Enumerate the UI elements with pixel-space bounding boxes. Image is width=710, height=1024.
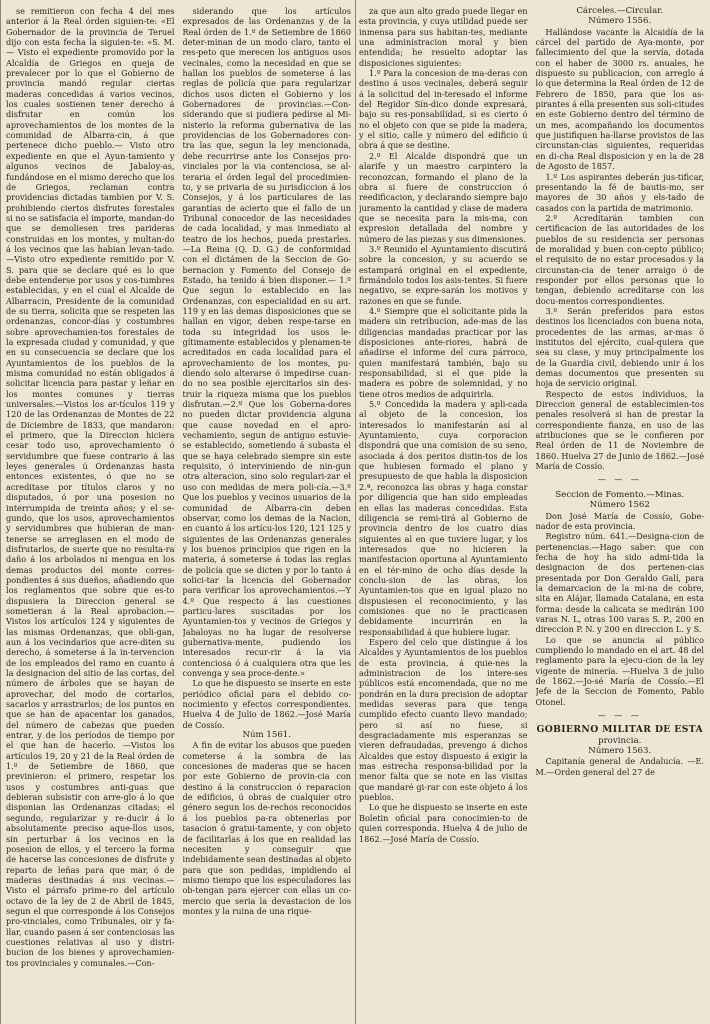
paragraph: 1.º Los aspirantes deberán jus-tificar, presentando la fé de bautis-mo, ser mayores de 30 años y els-tado de casados con la partida de matrimonio. [535, 171, 704, 213]
notice-number: Núm 1561. [242, 730, 292, 741]
paragraph: Respecto de estos individuos, la Direccion general de establecimien-tos penales resolverá si han de prestar la correspondiente fianza, en uso de las atribuciones que se le confieren por Real órden de 11 de Noviembre de 1860. Huelva 27 de Junio de 1862.—José María de Cossío. [535, 388, 704, 472]
notice-number: Número 1563. [588, 746, 652, 757]
paragraph: A fin de evitar los abusos que pueden cometerse á la sombra de las concesiones de maderas que se hacen por este Gobierno de provin-cia con destino á la construccion ó reparacion de edificios, ú obras de cualquier otro género segun los de-rechos reconocidos á los pueblos pa-ra obtenerlas por tasacion ó gratui-tamente, y con objeto de facilitarlas á los que en realidad las necesiten y conseguir que indebidamente sean destinadas al objeto para que son pedidas, impidiendo al mismo tiempo que los especuladores las ob-tengan para ejercer con ellas un co-mercio que seria la devastacion de los montes y la ruina de una rique- [182, 740, 351, 916]
paragraph: Lo que he dispuesto se inserte en este Boletin oficial para conocimien-to de quien corresponda. Huelva 4 de julio de 1862.—José María de Cossío. [359, 802, 528, 844]
paragraph: Lo que he dispuesto se inserte en este periódico oficial para el debido co-nocimiento y efectos correspondientes. Huelva 4 de Julio de 1862.—José María de Cossío. [182, 678, 351, 730]
paragraph: 4.º Siempre que el solicitante pida la madera sin retribucion, ade-mas de las diligencias mandadas practicar por las disposiciones ante-riores, habrá de añadirse el informe del cura párroco, quien manifestará también, bajo su responsabilidad, si el que pide la madera es pobre de solemnidad, y no tiene otros medios de adquirirla. [359, 305, 528, 399]
notice-number: Número 1556. [588, 16, 652, 27]
paragraph: Hallándose vacante la Alcaidía de la cárcel del partido de Aya-monte, por fallecimiento del que la servía, dotada con el haber de 3000 rs. anuales, he dispuesto su publicacion, con arreglo á lo que determina la Real órden de 12 de Febrero de 1850, para que los as-pirantes á ella presenten sus soli-citudes en este Gobierno dentro del término de un mes, acompañando los documentos que justifiquen ha-llarse provistos de las circunstan-cias siguientes, requeridas en di-cha Real disposicion y en la de 28 de Agosto de 1857. [535, 26, 704, 172]
paragraph: Espero del celo que distingue á los Alcaldes y Ayuntamientos de los pueblos de esta provincia, á quie-nes la administracion de los intere-ses públicos está encomendada, que no me pondrán en la dura precision de adoptar medidas severas para que tenga cumplido efecto cuanto llevo mandado; pero si así no fuese, si desgraciadamente mis esperanzas se vieren defraudadas, prevengo á dichos Alcaldes que estoy dispuesto á exigir la mas estrecha responsa-bilidad por la menor falta que se note en las visitas que mandaré gi-rar con este objeto á los pueblos. [359, 636, 528, 803]
column-2 [183, 6, 352, 1024]
section-heading-gobierno-militar: GOBIERNO MILITAR DE ESTA [536, 724, 704, 736]
paragraph: Registro núm. 641.—Designa-cion de pertenencias.—Hago saber: que con fecha de hoy ha sido admi-tida la designacion de dos pertenen-cias presentada por Don Geraldo Galí, para la demarcacion de la mi-na de cobre, sita en Alájar, llamada Catalana, en esta forma: desde la calicata se medirán 100 varas N. L, otras 100 varas S. P., 200 en direccion P. N. y 200 en direccion L. y S. [535, 531, 704, 635]
column-4 [536, 6, 705, 1024]
paragraph: 2.º Acreditarán tambien con certificacion de las autoridades de los pueblos de su residencia ser personas de moralidad y buen con-cepto público; el requisito de no estar procesados y la circunstan-cia de tener arraigo ó de responder por ellos personas que lo tengan, debiendo acreditarse con los docu-mentos correspondientes. [535, 212, 704, 306]
column-3 [359, 6, 528, 1024]
paragraph: Lo que se anuncia al público cumpliendo lo mandado en el art. 48 del reglamento para la ejecu-cion de la ley vigente de minería. —Huelva 3 de julio de 1862.—Jo-sé María de Cossío.—El Jefe de la Seccion de Fomento, Pablo Otonel. [535, 634, 704, 707]
paragraph: 3.º Reunido el Ayuntamiento discutirá sobre la concesion, y su acuerdo se estampará original en el expediente, firmándolo todos los asis-tentes. Si fuere negativo, se expre-sarán los motivos y razones en que se funde. [359, 243, 528, 306]
separator: — — — [597, 711, 642, 721]
paragraph: siderando que los artículos expresados de las Ordenanzas y de la Real órden de 1.º de Setiembre de 1860 deter-minan de un modo claro, tanto el res-peto que merecen los antiguos usos vecinales, como la necesidad en que se hallan los pueblos de someterse á las reglas de policía que para regularizar dichos usos dicten el Gobierno y los Gobernadores de provincias.—Con-siderando que si pudiera pedirse al Mi-nisterio la reforma gubernativa de las providencias de los Gobernadores con-tra las que, segun la ley mencionada, debe recurrirse ante los Consejos pro-vinciales por la via contenciosa, se al-teraria el órden legal del procedimien-to, y se privaria de su jurisdiccion á los Consejos, y á los particulares de las garantías de acierto que el fallo de un Tribunal conocedor de las necesidades de cada localidad, y mas inmediato al teatro de los hechos, pueda prestarles. —La Reina (Q. D. G.) de conformidad con el dictámen de la Seccion de Go-bernacion y Fomento del Consejo de Estado, ha tenido á bien disponer.— 1.º Que segun lo establecido en las Ordenanzas, con especialidad en su art. 119 y en las demas disposiciones que se hallan en vigor, deben respe-tarse en toda su integridad los usos le-gítimamente establecidos y plenamen-te acreditados en cada localidad para el aprovechamiento de los montes, pu-diendo solo alterarse ó impedirse cuan-do no sea posible ejercitarlos sin des-truir la riqueza misma que los pueblos disfrutan.—2.º Que los Goberna-dores no pueden dictar providencia alguna que cause novedad en el apro-vechamiento, segun de antiguo estuvie-se establecido, sometiendo á subasta el que se haya celebrado siempre sin este requisito, ó interviniendo de nin-gun otra alteracion, sino solo regulari-zar el uso con medidas de mera poli-cía.—3.º Que los pueblos y vecinos usuarios de la comunidad de Albarra-cin deben observar, como los demas de la Nacion, en cuanto á los artícu-los 120, 121 125 y siguientes de las Ordenanzas generales y los buenos principios que rigen en la materia, á someterse á todas las reglas de policía que se dicten y por lo tanto á solici-tar la licencia del Gobernador para verificar los aprovechamientos.—Y 4.º Que respecto á las cuestiones particu-lares suscitadas por los Ayuntamien-tos y vecinos de Griegos y Jabaloyas no ha lugar de resolverse gubernativa-mente, pudiendo los interesados recur-rir á la via contenciosa ó á cualquiera otra que les convenga y sea proce-dente.» [182, 6, 351, 678]
notice-number: Número 1562 [589, 500, 650, 511]
paragraph: 3.º Serán preferidos para estos destinos los licenciados con buena nota, procedentes de las armas, ar-mas ó institutos del ejército, cual-quiera que sea su clase, y muy principalmente los de la Guardia civil, debiendo unir á los demas documentos que presenten su hoja de servicio original. [535, 305, 704, 389]
section-subheading: provincia. [598, 735, 642, 746]
paragraph: za que aun alto grado puede llegar en esta provincia, y cuya utilidad puede ser inmensa para sus habitan-tes, mediante una administracion moral y bien entendida; he resuelto adoptar las disposiciones siguientes: [359, 6, 528, 68]
column-1 [6, 6, 175, 1024]
separator: — — — [597, 475, 642, 485]
paragraph: Capitanía general de Andalucía. —E. M.—Orden general del 27 de [535, 756, 704, 777]
paragraph: 5.º Concedida la madera y apli-cada al objeto de la concesion, los interesados lo manifestarán así al Ayuntamiento, cuya corporacion dispondrá que una comision de su seno, asociada á dos peritos distin-tos de los que hubiesen formado el plano y presupuesto de que habla la disposicion 2.ª, reconozca las obras y haga constar por diligencia que han sido empleadas en ellas las maderas concedidas. Esta diligencia se remi-tirá al Gobierno de provincia dentro de los cuatro días siguientes al en que tuviere lugar, y los interesados que no hicieren la manifestacion oportuna al Ayuntamiento en el tér-mino de ocho días desde la conclu-sion de las obras, los Ayuntamien-tos que en igual plazo no dispusiesen el reconocimiento, y las comisiones que no le practicasen debidamente incurrirán en la responsabilidad á que hubiere lugar. [359, 399, 528, 637]
paragraph: se remitieron con fecha 4 del mes anterior á la Real órden siguien-te: «El Gobernador de la provincia de Teruel dijo con esta fecha la siguien-te: «S. M. — Visto el expediente promovido por la Alcaldía de Griegos en queja de prevalecer por lo que el Gobierno de provincia mandó regular ciertas maderas concedidas á varios vecinos, los cuales sostienen tener derecho á disfrutar en común los aprovechamientos de los montes de la comunidad de Albarra-cin, á que pertenece dicho pueblo.— Visto otro expediente en que el Ayun-tamiento y algunos vecinos de Jabaloy-as, fundándose en el mismo derecho que los de Griegos, reclaman contra providencias dictadas tambien por V. S. prohibiendo ciertos disfrutes forestales si no se satisfacia el importe, mandan-do que se demoliesen tres parideras construidas en los montes, y multan-do á los vecinos que las habian levan-tado.—Visto otro expediente remitido por V. S. para que se declare qué es lo que debe entenderse por usos y cos-tumbres establecidas, y en el cual el Alcalde de Albarracin, Presidente de la comunidad de su tierra, solicita que se respeten las ordenanzas, concor-días y costumbres sobre aprovechamien-tos forestales de la expresada ciudad y comunidad, y que en su consecuencia se declare que los Ayuntamientos de los pueblos de la misma comunidad no están obligados á solicitar licencia para pastar y leñar en los montes comunes y tierras universales.—Vistos los ar-tículos 119 y 120 de las Ordenanzas de Montes de 22 de Diciembre de 1833, que mandaron: el primero, que la Direccion hiciera cesar todo uso, aprovechamiento ó servidumbre que fuese contrario á las leyes generales ú Ordenanzas hasta entonces existentes, ó que no se acreditase por títulos claros y no disputados, ó por una posesion no interrumpida de treinta años; y el se-gundo, que los usos, aprovechamientos y servidumbres que hubieran de man-tenerse se arreglasen en el modo de disfrutarlos, de suerte que no resulta-ra daño á los arbolados ni mengua en los demas productos del monte corres-pondientes á sus dueños, añadiendo que los reglamentos que sobre que es-to dispusiera la Direccion general se sometieran á la Real aprobacion.— Vistos los artículos 124 y siguientes de las mismas Ordenanzas, que obli-gan, aun á los vecindarios que acre-diten su derecho, á someterse á la in-tervencion de los empleados del ramo en cuanto á la designacion del sitio de las cortas, del número de árboles que se hayan de aprovechar, del modo de cortarlos, sacarlos y arrastrarlos; de los puntos en que se han de apacentar los ganados, del número de cabezas que pueden entrar, y de los períodos de tiempo por el que han de hacerlo. —Vistos los artículos 19, 20 y 21 de la Real órden de 1.º de Setiembre de 1860, que previnieron: el primero, respetar los usos y costumbres anti-guas que debieran subsistir con arre-glo á lo que disponian las Ordenanzas citadas; el segundo, regularizar y re-ducir á lo absolutamente preciso aque-llos usos, sin perturbar á los vecinos en la posesion de ellos, y el tercero la forma de hacerse las concesiones de disfrute y reparto de leñas para que mar, ó de maderas destinadas á sus vecinas.—Visto el párrafo prime-ro del artículo octavo de la ley de 2 de Abril de 1845, segun el que corresponde á los Consejos pro-vinciales, como Tribunales, oir y fa-llar, cuando pasen á ser contenciosas las cuestiones relativas al uso y distri-bucion de los bienes y aprovechamien-tos provinciales y comunales.—Con- [6, 6, 175, 968]
paragraph: Don José María de Cossío, Gobe-nador de esta provincia. [535, 510, 704, 531]
section-heading-carceles: Cárceles.—Circular. [576, 6, 664, 16]
section-heading-fomento: Seccion de Fomento.—Minas. [555, 489, 685, 500]
paragraph: 2.º El Alcalde dispondrá que un alarife y un maestro carpintero la reconozcan, formando el plano de la obra si fuere de construccion ó reedificacion, y declarando siempre bajo juramento la cantidad y clase de madera que se necesita para la mis-ma, con expresion detallada del nombre y número de las piezas y sus dimensiones. [359, 150, 528, 244]
paragraph: 1.º Para la concesion de ma-deras con destino á usos vecinales, deberá seguir á la solicitud del in-teresado el informe del Regidor Sín-dico donde expresará, bajo su res-ponsabilidad, si es cierto ó no el objeto con que se pide la madera, y el sitio, calle y número del edificio ú obra á que se destine. [359, 68, 528, 151]
